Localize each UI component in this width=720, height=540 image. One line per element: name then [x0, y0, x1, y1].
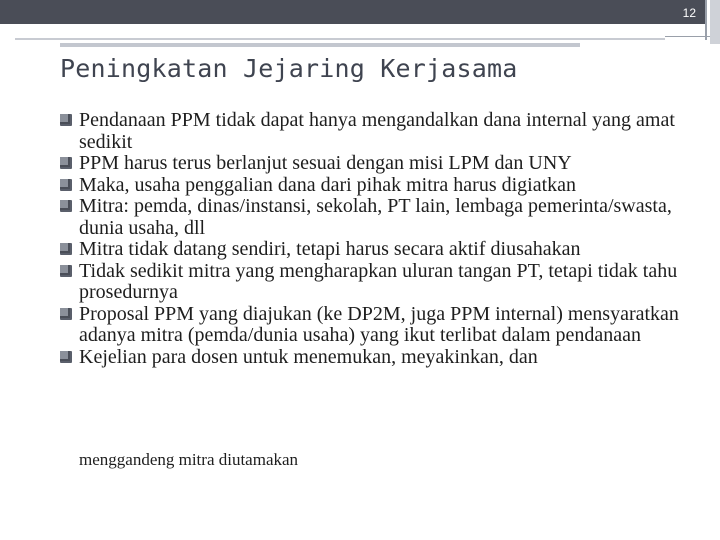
bullet-item: [58, 153, 708, 175]
bullet-list: [58, 110, 708, 368]
square-bullet-icon: [60, 308, 72, 320]
top-header-bar: [0, 0, 705, 24]
title-accent-bar: [60, 43, 580, 47]
square-bullet-icon: [60, 157, 72, 169]
bullet-item: [58, 175, 708, 197]
bullet-text: Proposal PPM yang diajukan (ke DP2M, juga PPM internal) mensyaratkan adanya mitra (pemda/dunia usaha) yang ikut terlibat dalam pendanaan: [79, 302, 679, 346]
bullet-text: PPM harus terus berlanjut sesuai dengan misi LPM dan UNY: [79, 152, 572, 174]
right-edge-bar: [710, 0, 720, 44]
bullet-item: [58, 239, 708, 261]
bullet-text: Mitra tidak datang sendiri, tetapi harus secara aktif diusahakan: [79, 238, 581, 260]
bullet-item: [58, 110, 708, 153]
bullet-continuation: menggandeng mitra diutamakan: [79, 450, 299, 469]
bullet-item: [58, 347, 708, 369]
bullet-item: [58, 196, 708, 239]
bullet-text: Pendanaan PPM tidak dapat hanya mengandalkan dana internal yang amat sedikit: [79, 109, 675, 153]
square-bullet-icon: [60, 200, 72, 212]
bullet-item: [58, 304, 708, 347]
square-bullet-icon: [60, 243, 72, 255]
right-edge-line: [705, 0, 707, 40]
slide-title: Peningkatan Jejaring Kerjasama: [60, 54, 518, 83]
square-bullet-icon: [60, 114, 72, 126]
bullet-item: [58, 261, 708, 304]
header-divider: [15, 38, 665, 40]
square-bullet-icon: [60, 265, 72, 277]
bullet-text: Tidak sedikit mitra yang mengharapkan uluran tangan PT, tetapi tidak tahu prosedurnya: [79, 259, 678, 303]
slide-number: 12: [682, 6, 696, 20]
bullet-text: Kejelian para dosen untuk menemukan, meyakinkan, dan: [79, 345, 538, 368]
bullet-text: Mitra: pemda, dinas/instansi, sekolah, PT lain, lembaga pemerinta/swasta, dunia usaha, dll: [79, 195, 672, 239]
bullet-text: Maka, usaha penggalian dana dari pihak mitra harus digiatkan: [79, 173, 577, 196]
square-bullet-icon: [60, 179, 72, 191]
square-bullet-icon: [60, 351, 72, 363]
header-divider-right: [665, 36, 710, 37]
